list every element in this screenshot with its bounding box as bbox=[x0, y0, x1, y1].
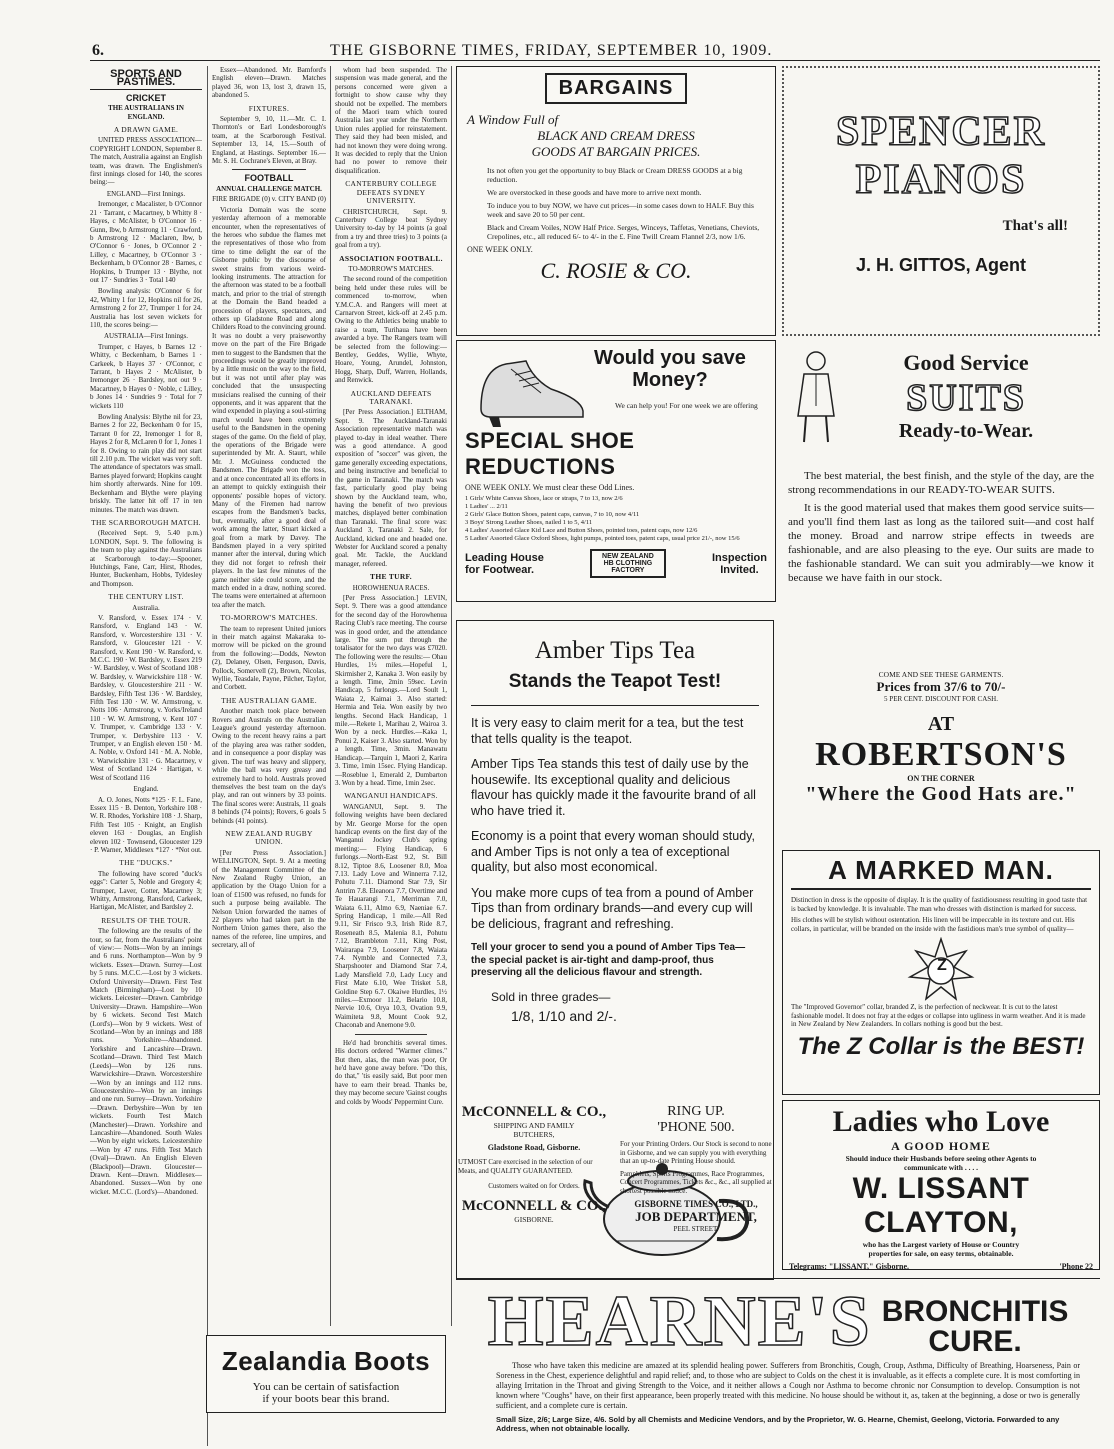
ladies-phone: 'Phone 22 bbox=[1059, 1262, 1093, 1271]
annual-match-heading: ANNUAL CHALLENGE MATCH. bbox=[216, 184, 322, 193]
association-heading: ASSOCIATION FOOTBALL. bbox=[339, 253, 443, 263]
century-england: England. bbox=[133, 785, 159, 794]
shoes-item: 5 Ladies' Assorted Glace Oxford Shoes, light pumps, pointed toes, patent caps, usual price 21/-, now 15/6 bbox=[465, 535, 740, 542]
bargains-ad bbox=[456, 66, 776, 336]
canterbury-heading: CANTERBURY COLLEGE DEFEATS SYDNEY UNIVERSITY. bbox=[345, 179, 437, 206]
suits-line2: SUITS bbox=[906, 377, 1026, 419]
hb-badge: NEW ZEALAND HB CLOTHING FACTORY bbox=[590, 549, 666, 578]
shoes-help: We can help you! For one week we are offering bbox=[615, 401, 758, 410]
bargains-p2: We are overstocked in these goods and have more to arrive next month. bbox=[487, 188, 702, 197]
brigade-heading: FIRE BRIGADE (0) v. CITY BAND (0) bbox=[212, 195, 326, 204]
suits-come: COME AND SEE THESE GARMENTS. bbox=[878, 670, 1004, 679]
shoes-footwear: for Footwear. bbox=[465, 563, 535, 576]
ducks-heading: THE "DUCKS." bbox=[119, 858, 173, 868]
shoe-icon bbox=[471, 349, 591, 429]
hearnes-line2: CURE. bbox=[928, 1325, 1022, 1358]
ducks-text: The following have scored "duck's eggs": Carter 5, Noble and Gregory 4; Trumper, Laver, Cotter, Macartney 3; Whitty, Armstrong, Ransford, Carkeek, Hartigan, McAlister, and Bardsley 2. bbox=[90, 869, 202, 912]
auckland-heading: AUCKLAND DEFEATS TARANAKI. bbox=[350, 388, 432, 407]
page-number: 6. bbox=[92, 42, 104, 59]
canterbury-text: CHRISTCHURCH, Sept. 9. Canterbury College beat Sydney University to-day by 14 points (a goal from a try and three tries) to 3 points (a goal from a try). bbox=[335, 207, 447, 250]
ringup-firm: GISBORNE TIMES CO., LTD., bbox=[634, 1199, 758, 1209]
zealandia-boots-ad bbox=[206, 1335, 446, 1413]
cricket-subheading: THE AUSTRALIANS IN ENGLAND. bbox=[108, 104, 184, 121]
tomorrow-heading: TO-MORROW'S MATCHES. bbox=[220, 613, 318, 623]
hearnes-line1: BRONCHITIS bbox=[881, 1295, 1069, 1328]
amber-p5: Tell your grocer to send you a pound of Amber Tips Tea—the special packet is air-tight and damp-proof, thus preserving all the delicious flavour and strength. bbox=[471, 942, 746, 978]
bargains-p4: Black and Cream Voiles, NOW Half Price. Serges, Winceys, Taffetas, Venetians, Cheviots, Crepolines, etc., all reduced 6/- to 4/- in the £. Fine Twill Cream Flannel 2/3, now 1/6. bbox=[487, 223, 760, 241]
marked-p1: Distinction in dress is the opposite of display. It is the quality of fastidiousness resulting in good taste that is backed by knowledge. It is invaluable. The man who dresses with distinction is marked for success. bbox=[791, 896, 1088, 913]
tomorrow-text: The team to represent United juniors in their match against Makaraka to-morrow will be picked on the ground from the following:—Dodds, Newton (2), Delaney, Olsen, Ferguson, Davis, Pollock, Somervell (2), Brown, Nicolas, Wyllie, Teasdale, Payne, Pilcher, Taylor, and Corbett. bbox=[212, 624, 326, 692]
cricket-heading: CRICKET bbox=[126, 92, 166, 103]
horowhenua-heading: HOROWHENUA RACES. bbox=[352, 583, 430, 592]
mcconnell-name-2: McCONNELL & CO., bbox=[461, 1198, 607, 1214]
amber-line2: Stands the Teapot Test! bbox=[508, 671, 722, 692]
amber-p1: It is very easy to claim merit for a tea, but the test that tells quality is the teapot. bbox=[471, 716, 744, 746]
england-bowling: Bowling analysis: O'Connor 6 for 42, Whitty 1 for 12, Hopkins nil for 26, Armstrong 2 for 27, Trumper 1 for 24. Australia has lost seven wickets for 110, the scores being:— bbox=[90, 287, 202, 329]
scarborough-text: (Received Sept. 9, 5.40 p.m.) LONDON, Sept. 9. The following is the team to play against the Australians at Scarborough to-day:—Spooner, Hutchings, Fane, Carr, Hirst, Rhodes, Hunter, Buckenham, Hobbs, Tyldesley and Thompson. bbox=[90, 529, 202, 588]
shoes-one-week: ONE WEEK ONLY. We must clear these Odd Lines. bbox=[465, 483, 635, 492]
fixtures-heading: FIXTURES. bbox=[248, 103, 290, 113]
zealandia-line2: if your boots bear this brand. bbox=[262, 1393, 390, 1405]
hearnes-footer: Small Size, 2/6; Large Size, 4/6. Sold by all Chemists and Medicine Vendors, and by the Proprietor, W. G. Hearne, Chemist, Geelong, Victoria. Forwarded to any Address, when not obtainable locally. bbox=[496, 1415, 1060, 1433]
england-century-list: A. O. Jones, Notts *125 · F. L. Fane, Essex 115 · B. Denton, Yorkshire 108 · W. R. Rhodes, Yorkshire 108 · J. Sharp, Fifth Test 105 · Knight, an English eleven 163 · Douglas, an English eleven 102 · Townsend, Gloucester 129 · P. Warner, Middlesex *127 · *Not out. bbox=[90, 795, 202, 854]
suits-prices: Prices from 37/6 to 70/- bbox=[876, 679, 1006, 694]
suits-p1: The best material, the best finish, and the style of the day, are the strong recommendations in our READY-TO-WEAR SUITS. bbox=[788, 470, 1094, 496]
hearnes-name: HEARNE'S bbox=[487, 1281, 872, 1361]
poem-text: He'd had bronchitis several times. His doctors ordered "Warmer climes." But then, alas, the man was poor, Or he'd have gone away before. "Do this, do that," 'tis easily said, But poor men have to earn their bread. Thanks be, they may become secure 'Gainst coughs and colds by Woods' Peppermint Cure. bbox=[335, 1038, 447, 1106]
hearnes-ad bbox=[456, 1278, 1100, 1447]
amber-prices: 1/8, 1/10 and 2/-. bbox=[511, 1007, 617, 1024]
column-rule bbox=[207, 66, 208, 1446]
column-football bbox=[212, 66, 326, 1326]
article-text: whom had been suspended. The suspension was made general, and the persons concerned were given a fortnight to show cause why they should not be expelled. The members of the Maori team which toured Australia last year under the Northern Union rules applied for reinstatement. They said they had been misled, and had not known they were doing wrong. It was decided to reply that the Union had no power to remove their disqualification. bbox=[335, 66, 447, 175]
bargains-p1: Its not often you get the opportunity to buy Black or Cream DRESS GOODS at a big reduction. bbox=[487, 166, 743, 184]
horowhenua-text: [Per Press Association.] LEVIN, Sept. 9. There was a good attendance for the second day of the Horowhenua Racing Club's race meeting. The course was in good order, and the attendance large. The sum put through the totalisator for the two days was £7020. The following were the results:— Ohau Hurdles, 1½ miles.—Hopeful 1, Skirmisher 2, Kanaka 3. Won easily by a length. Time, 2min 59sec. Levin Handicap, 5 furlongs.—Lord Soult 1, Waiata 2, Kaimai 3. Also started: Hermia and Teia. Won easily by two lengths. Second Hack Handicap, 1 mile.—Rekete 1, Marihau 2, Wairoa 3. Won by a neck. Hurdles.—Kaka 1, Ponui 2, Kaiser 3. Also started. Won by a length. Time, 3min. Manawatu Handicap.—Tarquin 1, Maori 2, Karira 3. Time, 1min 15sec. Flying Handicap.—Roseblue 1, Emerald 2, Dumbarton 3. Won by a head. Time, 1min 2sec. bbox=[335, 593, 447, 787]
brigade-text: Victoria Domain was the scene yesterday afternoon of a memorable encounter, when the representatives of the heroes who subdue the flames met the representatives of those who from time to time delight the ear of the Gisborne public by the discourse of sweet strains from various weird-looking instruments. The attraction for the afternoon was stated to be a football match, and prior to the trial of strength at the Domain the Band headed a procession of players, spectators, and others up Gladstone Road and along Childers Road to the convincing ground. It was no doubt a very praiseworthy move on the part of the Fire Brigade men to suggest to the Bandsmen that the proceedings would be greatly improved by a little music on the way to the field, but it was not until after play was concluded that the unsuspecting musicians realised the cunning of their opponents, and it was apparent that the wind expended in playing a soul-stirring march would have been extremely useful to the Bandsmen in the opening stages of the game. On the field of play, the operations of the Brigade were superintended by Mr. A. Staurt, while Mr. J. McGuiness conducted the Bandsmen. The Brigade won the toss, and at once concentrated all its efforts in an attempt to quickly extinguish their opponents' possible hopes of victory. Many of the Firemen had narrow escapes from the Bandsmen's backs, but, eventually, after a good deal of work among the latter, Stuart kicked a goal from a mark by Davey. The Bandsmen played in a very spirited manner after the interval, during which they did not forget to refresh their players. In the last few minutes of the game neither side could score, and the match ended in a draw, nothing scored. The teams were entertained at afternoon tea after the match. bbox=[212, 205, 326, 609]
zealandia-title: Zealandia Boots bbox=[221, 1346, 431, 1376]
amber-sold: Sold in three grades— bbox=[491, 989, 611, 1004]
ringup-p1: For your Printing Orders. Our Stock is second to none in Gisborne, and we can supply you with everything that an up-to-date Printing House should. bbox=[620, 1140, 772, 1165]
suits-line3: Ready-to-Wear. bbox=[898, 420, 1034, 442]
shoes-invited: Invited. bbox=[720, 563, 759, 576]
bargains-p3: To induce you to buy NOW, we have cut prices—in some cases down to HALF. Buy this week and save 20 to 50 per cent. bbox=[487, 201, 754, 219]
australian-game-heading: THE AUSTRALIAN GAME. bbox=[221, 695, 317, 705]
marked-p3: The "Improved Governor" collar, branded Z, is the perfection of neckwear. It is cut to the latest fashionable model. It does not fray at the edges or collapse into ugliness in warm weather. And it is made in New Zealand by New Zealanders. In collars nothing is good but the best. bbox=[791, 1003, 1086, 1028]
lissant-clayton-ad bbox=[782, 1100, 1100, 1270]
ladies-home: A GOOD HOME bbox=[891, 1139, 991, 1153]
lissant-clayton-name: W. LISSANT CLAYTON, bbox=[852, 1172, 1030, 1239]
article-text: Essex—Abandoned. Mr. Bamford's English eleven—Drawn. Matches played 36, won 13, lost 3, drawn 15, abandoned 5. bbox=[212, 66, 326, 100]
column-sports-continued bbox=[335, 66, 447, 1321]
divider bbox=[232, 169, 306, 170]
spencer-pianos-ad bbox=[782, 66, 1100, 336]
shoes-headline: Would you save Money? bbox=[594, 347, 746, 391]
bargains-line3: GOODS AT BARGAIN PRICES. bbox=[531, 144, 701, 159]
ringup-street: PEEL STREET. bbox=[673, 1225, 719, 1233]
england-innings-heading: ENGLAND—First Innings. bbox=[106, 189, 186, 198]
amber-line1: Amber Tips Tea bbox=[534, 637, 696, 664]
suits-p2: It is the good material used that makes them good service suits—and you'll find them last as long as the tailored suit—and cost half the money. Broad and narrow stripe effects in tweeds are fashionable, and are also pleasing to the eye. Our suits are made to the fashionable standard. We can suit you admirably—we know it because we have faith in our stock. bbox=[788, 502, 1094, 584]
association-text: The second round of the competition being held under these rules will be commenced to-morrow, when Y.M.C.A. and Rangers will meet at Carnarvon Street, kick-off at 2.45 p.m. Owing to the Athletics being unable to raise a team, Turihaua have been awarded a bye. The Rangers team will be selected from the following:—Bentley, Geddes, Wyllie, Whyte, Hoare, Young, Arundel, Johnston, Hogg, Sharp, Duff, Warren, Hollands, and Renwick. bbox=[335, 275, 447, 385]
robertsons-corner: ON THE CORNER bbox=[907, 774, 975, 783]
scarborough-heading: THE SCARBOROUGH MATCH. bbox=[91, 517, 201, 527]
ringup-line2: 'PHONE 500. bbox=[657, 1120, 735, 1135]
results-text: The following are the results of the tour, so far, from the Australians' point of view:— Notts—Won by an innings and 6 runs. Northampton—Won by 9 wickets. Essex—Drawn. Surrey—Lost by 5 runs. M.C.C.—Lost by 3 wickets. Oxford University—Drawn. First Test Match (Birmingham)—Lost by 10 wickets. Leicester—Drawn. Cambridge University—Drawn. Hampshire—Won by 6 wickets. Second Test Match (Lord's)—Won by 9 wickets. West of Scotland—Won by an innings and 188 runs. Yorkshire—Abandoned. Yorkshire and Lancashire—Drawn. Scotland—Drawn. Third Test Match (Leeds)—Won by 126 runs. Warwickshire—Drawn. Worcestershire—Won by an innings and 112 runs. Gloucestershire—Won by an innings and one run. Surrey—Drawn. Yorkshire—Drawn. Derbyshire—Won by ten wickets. Fourth Test Match (Manchester)—Drawn. Yorkshire and Lancashire—Abandoned. South Wales—Won by eight wickets. Leicestershire—Won by 47 runs. Fifth Test Match (Oval)—Drawn. An English Eleven (Blackpool)—Drawn. Gloucester—Drawn. Kent—Drawn. Middlesex—Abandoned. Sussex—Won by one wicket. M.C.C. (Lord's)—Abandoned. bbox=[90, 927, 202, 1196]
bargains-firm: C. ROSIE & CO. bbox=[540, 258, 692, 283]
robertsons-block bbox=[782, 670, 1100, 845]
zealandia-line1: You can be certain of satisfaction bbox=[252, 1381, 400, 1393]
wanganui-text: WANGANUI, Sept. 9. The following weights have been declared by Mr. George Morse for the open handicap events on the first day of the Wanganui Jockey Club's spring meeting:— Flying Handicap, 6 furlongs.—North-East 9.2, St. Bill 8.12, Tiptoe 8.6, Loosener 8.0, Moa 7.13. Lady Love and Winnerra 7.12, Pohutu 7.11. Diamond Star 7.9, Sir Antrim 7.8. Eleanora 7.7, Overtime and Te Hauarangi 7.1, Merriman 7.0, Waiata 6.11, Almo 6.9, Naeniae 6.7. Spring Handicap, 1 mile.—All Red 9.11, Sir Frisco 9.3, Irish Ride 8.7, Roseneath 8.5, Malenia 8.1, Pohutu 7.12, Brambleton 7.11, King Post, Wairarapa 7.9, Loosener 7.8, Waiata 7.4. Nymble and Connected 7.3, Sharpshooter and Diamond Star 7.4, Lady Mansfield 7.0, Lady Lucy and First Mate 6.10, Wee Trisket 5.8, Goldine Step 6.7. Okaiwe Hurdles, 1½ miles.—Exmoor 11.2, Belario 10.8, Nervie 10.6, Orya 10.3, Ovation 9.9, Waimiteta 9.8, Mount Cook 9.2, Chaconab and Anemone 9.0. bbox=[335, 802, 447, 1030]
ladies-telegrams: Telegrams: "LISSANT," Gisborne. bbox=[789, 1262, 910, 1271]
spencer-thats-all: That's all! bbox=[1002, 218, 1068, 234]
hearnes-body: Those who have taken this medicine are amazed at its splendid healing power. Sufferers from Bronchitis, Cough, Croup, Asthma, Difficulty of Breathing, Hoarseness, Pain or Soreness in the Chest, experience delightful and rapid relief; and, to those who are subject to Colds on the chest it is invaluable, as it effects a complete cure. It is most comforting in allaying Irritation in the Throat and giving Strength to the Voice, and it neither allows a Cough nor Asthma to become chronic nor Consumption to develop. Consumption is not known where "Coughs" have, on their first appearance, been properly treated with this medicine. No house should be without it, as, taken at the beginning, a dose or two is generally sufficient, and a complete cure is certain. bbox=[496, 1361, 1080, 1410]
masthead-rule bbox=[90, 60, 1100, 61]
association-tomorrow: TO-MORROW'S MATCHES. bbox=[348, 264, 434, 273]
bargains-title: BARGAINS bbox=[545, 73, 688, 104]
suits-line1: Good Service bbox=[903, 350, 1029, 375]
auckland-text: [Per Press Association.] ELTHAM, Sept. 9. The Auckland-Taranaki Association representative match was played to-day in ideal weather. There was a good attendance. A good exposition of "soccer" was given, the game generally exceeding expectations, and being instructive and beneficial to the game in Taranaki. The match was fast, particularly good play being shown by the Auckland team, who, having the benefit of two previous matches, displayed better combination than Taranaki. The final score was: Auckland 3, Taranaki 2. Sale, for Auckland, kicked one and headed one. Webster for Auckland scored a penalty goal. Mr. Tackle, the Auckland manager, refereed. bbox=[335, 408, 447, 568]
z-badge-letter: Z bbox=[937, 957, 947, 974]
ringup-p2: Pamphlets, Sports Programmes, Race Programmes, Concert Programmes, Tickets &c., &c., all supplied at shortest possible notice. bbox=[620, 1169, 772, 1195]
ladies-p2: who has the Largest variety of House or Country properties for sale, on easy terms, obtainable. bbox=[862, 1240, 1020, 1258]
shoes-title: SPECIAL SHOE REDUCTIONS bbox=[465, 428, 635, 479]
ladies-p1: Should induce their Husbands before seeing other Agents to communicate with . . . . bbox=[845, 1154, 1037, 1172]
fixtures-text: September 9, 10, 11.—Mr. C. I. Thornton's or Earl Londesborough's team, at the Scarborough Festival. September 13, 14, 15.—South of England, at Hastings. September 16.—Mr. S. H. Cochrane's Eleven, at Bray. bbox=[212, 115, 326, 166]
amber-p3: Economy is a point that every woman should study, and Amber Tips is not only a tea of exceptional quality, but also most economical. bbox=[471, 829, 755, 874]
turf-heading: THE TURF. bbox=[370, 572, 412, 582]
ringup-dept: JOB DEPARTMENT, bbox=[635, 1209, 757, 1224]
amber-p4: You make more cups of tea from a pound of Amber Tips than from ordinary brands—and every cup will be delicious, fragrant and refreshing. bbox=[471, 885, 754, 931]
robertsons-slogan: "Where the Good Hats are." bbox=[805, 783, 1077, 805]
suits-ad bbox=[782, 340, 1100, 670]
column-rule bbox=[330, 66, 331, 1326]
mcconnell-p2: Customers waited on for Orders. bbox=[488, 1182, 580, 1190]
wanganui-heading: WANGANUI HANDICAPS. bbox=[344, 791, 438, 801]
shoes-item: 4 Ladies' Assorted Glace Kid Lace and Button Shoes, pointed toes, patent caps, now 12/6 bbox=[465, 527, 698, 534]
ladies-title: Ladies who Love bbox=[832, 1105, 1050, 1138]
mcconnell-sub1: SHIPPING AND FAMILY bbox=[493, 1121, 575, 1130]
shoes-inspection: Inspection bbox=[711, 551, 767, 564]
spencer-agent: J. H. GITTOS, Agent bbox=[855, 255, 1026, 275]
column-sports bbox=[90, 66, 202, 1446]
mcconnell-name: McCONNELL & CO., bbox=[461, 1104, 607, 1120]
england-scores: Iremonger, c Macalister, b O'Connor 21 · Tarrant, c Macartney, b Whitty 8 · Hayes, c McAlister, b O'Connor 16 · Gunn, lbw, b Armstrong 11 · Crawford, b Armstrong 12 · Maclaren, lbw, b O'Connor 6 · Jones, b O'Connor 2 · Lilley, c Macartney, b O'Connor 3 · Beckenham, b O'Connor 28 · Barnes, c Hopkins, b Trumper 13 · Blythe, not out 17 · Sundries 3 · Total 140 bbox=[90, 200, 202, 284]
marked-p2: His clothes will be stylish without ostentation. His linen will be impeccable in its texture and cut. His collars, in particular, will be branded on the inside with the fastidious man's true symbol of quality— bbox=[791, 916, 1075, 933]
amber-p2: Amber Tips Tea stands this test of daily use by the housewife. Its exceptional quality and delicious flavour has quickly made it the favourite brand of all who have tried it. bbox=[471, 757, 756, 818]
australia-innings-heading: AUSTRALIA—First Innings. bbox=[103, 332, 188, 341]
shoes-item: 2 Girls' Glace Button Shoes, patent caps, canvas, 7 to 10, now 4/11 bbox=[465, 511, 640, 518]
century-heading: THE CENTURY LIST. bbox=[108, 592, 184, 602]
shoes-item: 1 Girls' White Canvas Shoes, lace or straps, 7 to 13, now 2/6 bbox=[465, 495, 623, 502]
drawn-game-heading: A DRAWN GAME. bbox=[113, 125, 179, 135]
football-heading: FOOTBALL bbox=[244, 173, 294, 184]
suits-discount: 5 PER CENT. DISCOUNT FOR CASH. bbox=[884, 695, 998, 703]
ring-up-ad bbox=[618, 1100, 774, 1270]
article-text: UNITED PRESS ASSOCIATION—COPYRIGHT LONDON, September 8. The match, Australia against an English team, was drawn. The Englishmen's first innings closed for 140, the scores being:— bbox=[90, 136, 202, 187]
results-heading: RESULTS OF THE TOUR. bbox=[101, 915, 191, 925]
ringup-line1: RING UP. bbox=[667, 1104, 725, 1119]
suits-at: AT bbox=[927, 713, 955, 735]
bargains-line2: BLACK AND CREAM DRESS bbox=[537, 128, 695, 143]
mcconnell-address: Gladstone Road, Gisborne. bbox=[487, 1143, 581, 1152]
australian-game-text: Another match took place between Rovers and Australs on the Australian League's ground yesterday afternoon. Owing to the recent heavy rains a part of the playing area was rather sodden, and in consequence a poor display was given. The turf was heavy and slippery, while the ball was very greasy and extremely hard to hold. Australs proved themselves the best team on the day's play, and ran out winners by 33 points. The final scores were: Australs, 11 goals 8 behinds (74 points); Rovers, 6 goals 5 behinds (41 points). bbox=[212, 707, 326, 825]
shoes-leading-house: Leading House bbox=[465, 551, 544, 564]
shoes-item: 3 Boys' Strong Leather Shoes, nailed 1 to 5, 4/11 bbox=[465, 519, 593, 526]
spencer-line2: PIANOS bbox=[855, 157, 1027, 203]
marked-title: A MARKED MAN. bbox=[791, 855, 1091, 890]
australia-scores: Trumper, c Hayes, b Barnes 12 · Whitty, c Beckenham, b Barnes 1 · Carkeek, b Hayes 37 · O'Connor, c Tarrant, b Hayes 2 · McAlister, b Iremonger 26 · Bardsley, not out 9 · Macartney, b Hayes 0 · Noble, c Lilley, b Jones 14 · Sundries 9 · Total for 7 wickets 110 bbox=[90, 342, 202, 410]
bargains-lead: A Window Full of bbox=[467, 112, 559, 127]
mcconnell-p1: UTMOST Care exercised in the selection of our Meats, and QUALITY GUARANTEED. bbox=[458, 1158, 593, 1175]
marked-man-ad bbox=[782, 850, 1100, 1095]
shoe-reductions-ad bbox=[456, 340, 776, 602]
mcconnell-sub2: BUTCHERS, bbox=[513, 1130, 555, 1139]
century-list: V. Ransford, v. Essex 174 · V. Ransford, v. England 143 · W. Ransford, v. Worcestershire 131 · V. Ransford, v. Gloucester 121 · V. Ransford, v. Kent 190 · W. Ransford, v. M.C.C. 190 · W. Bardsley, v. Essex 219 · W. Bardsley, v. West of Scotland 108 · W. Bardsley, v. Warwickshire 118 · W. Bardsley, v. Gloucestershire 211 · W. Bardsley, Fifth Test 136 · W. Bardsley, Fifth Test 130 · W. W. Armstrong, v. Notts 106 · Armstrong, v. Yorks/Ireland 110 · W. W. Armstrong, v. Kent 107 · V. Trumper, v. Cambridge 133 · V. Trumper, v. Derbyshire 113 · V. Trumper, v an English eleven 150 · M. A. Noble, v. Oxford 141 · M. A. Noble, v. Warwickshire 131 · G. Macartney, v West of Scotland 124 · Hartigan, v. West of Scotland 116 bbox=[90, 613, 202, 782]
spencer-line1: SPENCER bbox=[835, 109, 1047, 155]
marked-tagline: The Z Collar is the BEST! bbox=[797, 1032, 1085, 1060]
nzru-heading: NEW ZEALAND RUGBY UNION. bbox=[225, 828, 313, 847]
shoes-item: 1 Ladies' ... 2/11 bbox=[465, 503, 508, 510]
century-australia: Australia. bbox=[132, 603, 160, 612]
column-rule bbox=[451, 66, 452, 1326]
divider bbox=[355, 1034, 427, 1035]
mcconnell-ad bbox=[456, 1100, 612, 1270]
masthead-bar bbox=[0, 0, 1114, 62]
masthead-title: THE GISBORNE TIMES, FRIDAY, SEPTEMBER 10, 1909. bbox=[330, 42, 773, 59]
australia-bowling: Bowling Analysis: Blythe nil for 23, Barnes 2 for 22, Beckenham 0 for 15, Tarrant 0 for 22, Iremonger 1 for 8, Hayes 2 for 8, McLaren 0 for 1, Jones 1 for 8. Owing to rain play did not start till 2.10 p.m. The wicket was very soft. The attendance of spectators was small. Barnes played forward; Hopkins caught him shortly afterwards. Nine for 109. Beckenham and Blythe were playing briskly. The latter hit off 17 in ten minutes. The match was drawn. bbox=[90, 413, 202, 514]
mcconnell-town: GISBORNE. bbox=[514, 1215, 554, 1224]
section-title: SPORTS AND PASTIMES. bbox=[90, 70, 202, 90]
bargains-one-week: ONE WEEK ONLY. bbox=[467, 245, 533, 254]
gentleman-figure-icon bbox=[786, 346, 846, 446]
nzru-text: [Per Press Association.] WELLINGTON, Sept. 9. At a meeting of the Management Committee of the New Zealand Rugby Union, an application by the Otago Union for a loan of £1500 was refused, no funds for such a purpose being available. The Nelson Union forwarded the names of 22 players who had taken part in the Northern Union games there, also the names of the referee, line umpires, and secretary, all of bbox=[212, 848, 326, 950]
robertsons-name: ROBERTSON'S bbox=[815, 736, 1067, 773]
